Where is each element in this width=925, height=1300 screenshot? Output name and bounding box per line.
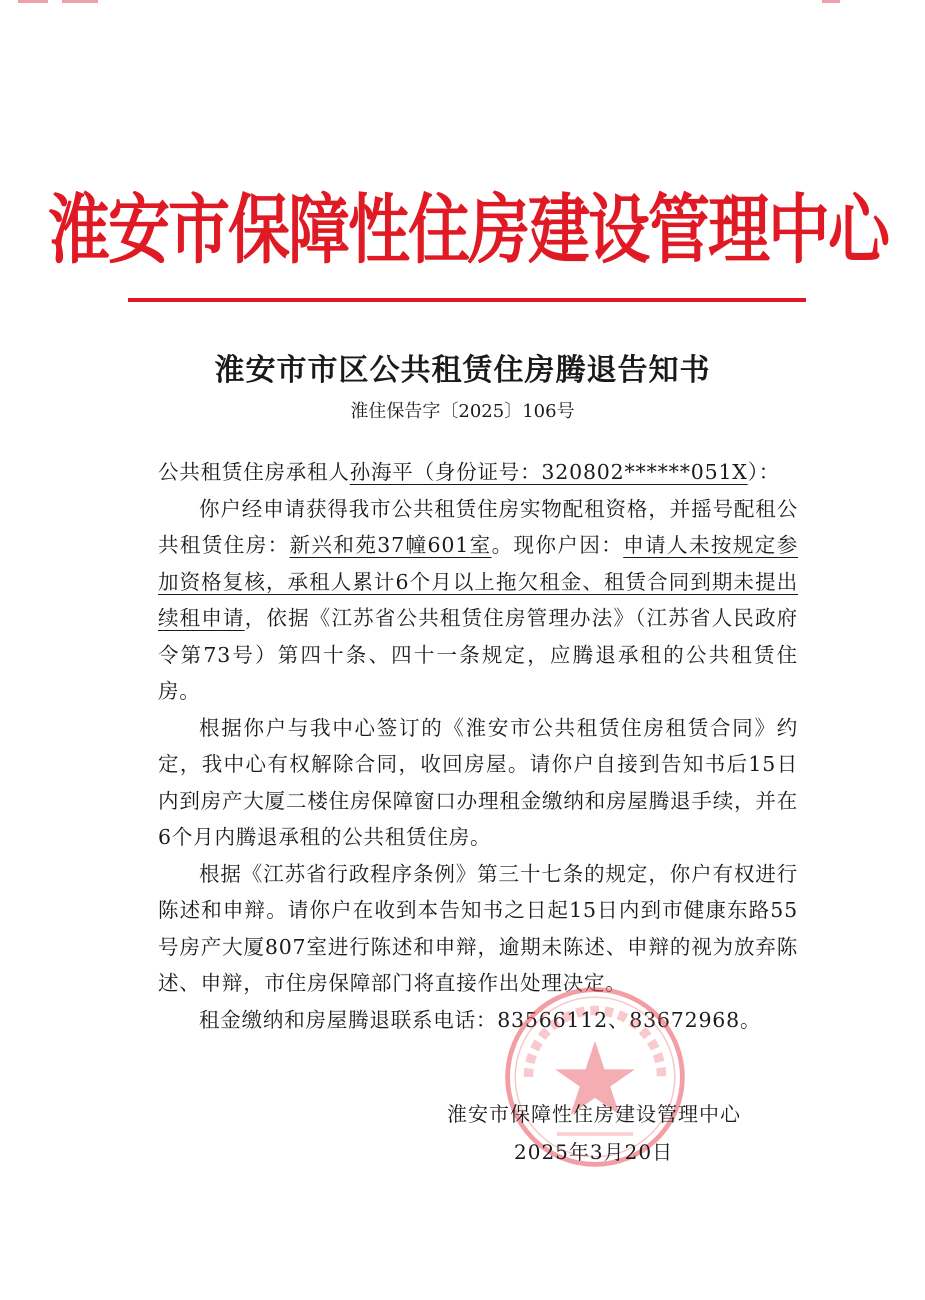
tenant-name: 孙海平 <box>349 460 414 484</box>
letterhead-divider <box>128 298 806 302</box>
document-title: 淮安市市区公共租赁住房腾退告知书 <box>214 353 711 388</box>
salutation <box>158 454 798 491</box>
id-open: （身份证号： <box>413 460 542 484</box>
para1-intro: 你户经申请获得我市公共租赁住房实物配租资格，并摇号配租公共租赁住房： <box>158 496 798 557</box>
paragraph-3: 根据《江苏省行政程序条例》第三十七条的规定，你户有权进行陈述和申辩。请你户在收到本告知书之日起15日内到市健康东路55号房产大厦807室进行陈述和申辩，逾期未陈述、申辩的视为放弃陈述、申辩，市住房保障部门将直接作出处理决定。 <box>158 861 798 995</box>
salutation-prefix: 公共租赁住房承租人 <box>158 460 350 484</box>
scan-mark <box>822 0 840 3</box>
eviction-reasons: 申请人未按规定参加资格复核，承租人累计6个月以上拖欠租金、租赁合同到期未提出续租申请 <box>158 533 798 630</box>
scan-mark <box>62 0 98 3</box>
notice-body <box>158 454 798 1038</box>
id-number: 320802******051X <box>541 460 748 484</box>
signature-organization: 淮安市保障性住房建设管理中心 <box>447 1102 741 1126</box>
para1-legal-basis: ，依据《江苏省公共租赁住房管理办法》（江苏省人民政府令第73号）第四十条、四十一条规定，应腾退承租的公共租赁住房。 <box>158 606 798 703</box>
para1-cause-lead: 。现你户因： <box>491 533 624 557</box>
housing-address: 新兴和苑37幢601室 <box>289 533 492 557</box>
contact-label: 租金缴纳和房屋腾退联系电话： <box>199 1007 498 1032</box>
letterhead-title: 淮安市保障性住房建设管理中心 <box>48 184 889 274</box>
contact-phones: 83566112、83672968。 <box>497 1007 762 1032</box>
contact-line <box>158 1002 798 1039</box>
document-number: 淮住保告字〔2025〕106号 <box>350 401 575 422</box>
paragraph-2: 根据你户与我中心签订的《淮安市公共租赁住房租赁合同》约定，我中心有权解除合同，收回房屋。请你户自接到告知书后15日内到房产大厦二楼住房保障窗口办理租金缴纳和房屋腾退手续，并在6个月内腾退承租的公共租赁住房。 <box>158 715 798 849</box>
id-close: ）： <box>747 460 781 484</box>
signature-date: 2025年3月20日 <box>514 1140 674 1164</box>
paragraph-1 <box>158 491 798 710</box>
scan-mark <box>18 0 48 3</box>
